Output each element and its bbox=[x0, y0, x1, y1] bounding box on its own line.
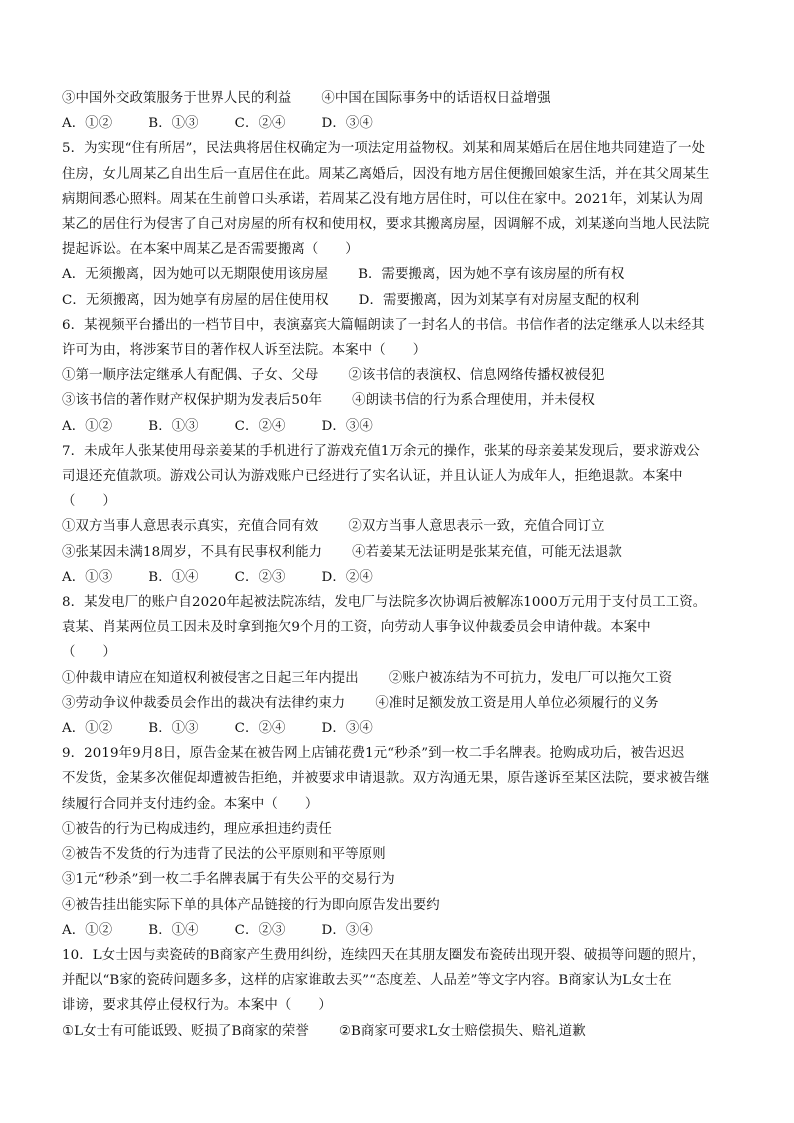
answer-choices-line bbox=[62, 565, 734, 590]
text-line: 许可为由，将涉案节目的著作权人诉至法院。本案中（ ） bbox=[62, 343, 427, 359]
text-line: （ ） bbox=[62, 645, 116, 661]
statement-option: ②B商家可要求L女士赔偿损失、赔礼道歉 bbox=[338, 1023, 586, 1039]
text-line: （ ） bbox=[62, 494, 116, 510]
statement-option: ③该书信的著作财产权保护期为发表后50年 bbox=[62, 393, 323, 409]
text-line: 司退还充值款项。游戏公司认为游戏账户已经进行了实名认证，并且认证人为成年人，拒绝退款。本案中 bbox=[62, 469, 683, 485]
text-line: 住房，女儿周某乙自出生后一直居住在此。周某乙离婚后，因没有地方居住便搬回娘家生活，并在其父周某生 bbox=[62, 166, 710, 182]
option-pair-line bbox=[62, 262, 734, 287]
statement-option: ③劳动争议仲裁委员会作出的裁决有法律约束力 bbox=[62, 695, 346, 711]
statement-option: ①双方当事人意思表示真实，充值合同有效 bbox=[62, 519, 319, 535]
exam-page bbox=[62, 86, 734, 1044]
statement-option: D．需要搬离，因为刘某享有对房屋支配的权利 bbox=[358, 292, 640, 308]
option-pair-line bbox=[62, 288, 734, 313]
text-line: 8．某发电厂的账户自2020年起被法院冻结，发电厂与法院多次协调后被解冻1000万元用于支付员工工资。 bbox=[62, 595, 707, 611]
text-line: 并配以“B家的瓷砖问题多多，这样的店家谁敢去买”“态度差、人品差”等文字内容。B商家认为L女士在 bbox=[62, 973, 672, 989]
text-line: ②被告不发货的行为违背了民法的公平原则和平等原则 bbox=[62, 847, 386, 863]
answer-choice: B．①④ bbox=[148, 922, 199, 938]
text-line: 续履行合同并支付违约金。本案中（ ） bbox=[62, 796, 319, 812]
option-pair-line bbox=[62, 691, 734, 716]
text-line: 不发货，金某多次催促却遭被告拒绝，并被要求申请退款。双方沟通无果，原告遂诉至某区法院，要求被告继 bbox=[62, 771, 710, 787]
answer-choice: A．①② bbox=[62, 721, 113, 737]
option-pair-line bbox=[62, 388, 734, 413]
answer-choices-line bbox=[62, 414, 734, 439]
statement-option: B．需要搬离，因为她不享有该房屋的所有权 bbox=[358, 267, 625, 283]
statement-option: A．无须搬离，因为她可以无期限使用该房屋 bbox=[62, 267, 329, 283]
text-line: 6．某视频平台播出的一档节目中，表演嘉宾大篇幅朗读了一封名人的书信。书信作者的法定继承人以未经其 bbox=[62, 317, 705, 333]
statement-option: ②双方当事人意思表示一致，充值合同订立 bbox=[348, 519, 605, 535]
option-pair-line bbox=[62, 666, 734, 691]
statement-option: ④准时足额发放工资是用人单位必须履行的义务 bbox=[375, 695, 659, 711]
statement-option: ④中国在国际事务中的话语权日益增强 bbox=[321, 91, 551, 106]
answer-choice: C．②④ bbox=[234, 116, 286, 132]
option-pair-line bbox=[62, 540, 734, 565]
text-line: ④被告挂出能实际下单的具体产品链接的行为即向原告发出要约 bbox=[62, 897, 440, 913]
answer-choice: A．①② bbox=[62, 922, 113, 938]
text-line: ①被告的行为已构成违约，理应承担违约责任 bbox=[62, 821, 332, 837]
option-pair-line bbox=[62, 86, 734, 111]
statement-option: ①仲裁申请应在知道权利被侵害之日起三年内提出 bbox=[62, 670, 359, 686]
statement-option: ④若姜某无法证明是张某充值，可能无法退款 bbox=[352, 544, 622, 560]
answer-choice: A．①② bbox=[62, 418, 113, 434]
statement-option: ③张某因未满18周岁，不具有民事权利能力 bbox=[62, 544, 323, 560]
answer-choice: C．②③ bbox=[234, 569, 286, 585]
answer-choice: A．①③ bbox=[62, 569, 113, 585]
text-line: 提起诉讼。在本案中周某乙是否需要搬离（ ） bbox=[62, 242, 359, 258]
text-line: 某乙的居住行为侵害了自己对房屋的所有权和使用权，要求其搬离房屋，因调解不成，刘某遂向当地人民法院 bbox=[62, 217, 710, 233]
text-line: 袁某、肖某两位员工因未及时拿到拖欠9个月的工资，向劳动人事争议仲裁委员会申请仲裁。本案中 bbox=[62, 620, 651, 636]
answer-choice: B．①③ bbox=[148, 721, 199, 737]
statement-option: ①L女士有可能诋毁、贬损了B商家的荣誉 bbox=[62, 1023, 309, 1039]
answer-choices-line bbox=[62, 918, 734, 943]
statement-option: ①第一顺序法定继承人有配偶、子女、父母 bbox=[62, 368, 319, 384]
answer-choice: C．②④ bbox=[234, 721, 286, 737]
text-line: 9．2019年9月8日，原告金某在被告网上店铺花费1元“秒杀”到一枚二手名牌表。抢购成功后，被告迟迟 bbox=[62, 746, 685, 762]
text-line: ③1元“秒杀”到一枚二手名牌表属于有失公平的交易行为 bbox=[62, 872, 395, 888]
text-line: 7．未成年人张某使用母亲姜某的手机进行了游戏充值1万余元的操作，张某的母亲姜某发现后，要求游戏公 bbox=[62, 443, 700, 459]
answer-choice: D．③④ bbox=[321, 922, 373, 938]
answer-choices-line bbox=[62, 111, 734, 136]
statement-option: ③中国外交政策服务于世界人民的利益 bbox=[62, 91, 292, 106]
answer-choice: A．①② bbox=[62, 116, 113, 132]
text-line: 5．为实现“住有所居”，民法典将居住权确定为一项法定用益物权。刘某和周某婚后在居住地共同建造了一处 bbox=[62, 141, 706, 157]
text-line: 病期间悉心照料。周某在生前曾口头承诺，若周某乙没有地方居住时，可以住在家中。2021年，刘某认为周 bbox=[62, 191, 704, 207]
statement-option: C．无须搬离，因为她享有房屋的居住使用权 bbox=[62, 292, 329, 308]
statement-option: ②账户被冻结为不可抗力，发电厂可以拖欠工资 bbox=[388, 670, 673, 686]
answer-choice: B．①④ bbox=[148, 569, 199, 585]
answer-choice: D．②④ bbox=[321, 569, 373, 585]
answer-choice: D．③④ bbox=[321, 418, 373, 434]
answer-choice: B．①③ bbox=[148, 116, 199, 132]
answer-choices-line bbox=[62, 716, 734, 741]
text-line: 10．L女士因与卖瓷砖的B商家产生费用纠纷，连续四天在其朋友圈发布瓷砖出现开裂、破损等问题的照片， bbox=[62, 947, 706, 963]
answer-choice: D．③④ bbox=[321, 116, 373, 132]
answer-choice: C．②④ bbox=[234, 418, 286, 434]
answer-choice: B．①③ bbox=[148, 418, 199, 434]
option-pair-line bbox=[62, 363, 734, 388]
option-pair-line bbox=[62, 1019, 734, 1044]
answer-choice: C．②③ bbox=[234, 922, 286, 938]
statement-option: ②该书信的表演权、信息网络传播权被侵犯 bbox=[348, 368, 605, 384]
answer-choice: D．③④ bbox=[321, 721, 373, 737]
option-pair-line bbox=[62, 514, 734, 539]
text-line: 诽谤，要求其停止侵权行为。本案中（ ） bbox=[62, 998, 332, 1014]
statement-option: ④朗读书信的行为系合理使用，并未侵权 bbox=[352, 393, 595, 409]
